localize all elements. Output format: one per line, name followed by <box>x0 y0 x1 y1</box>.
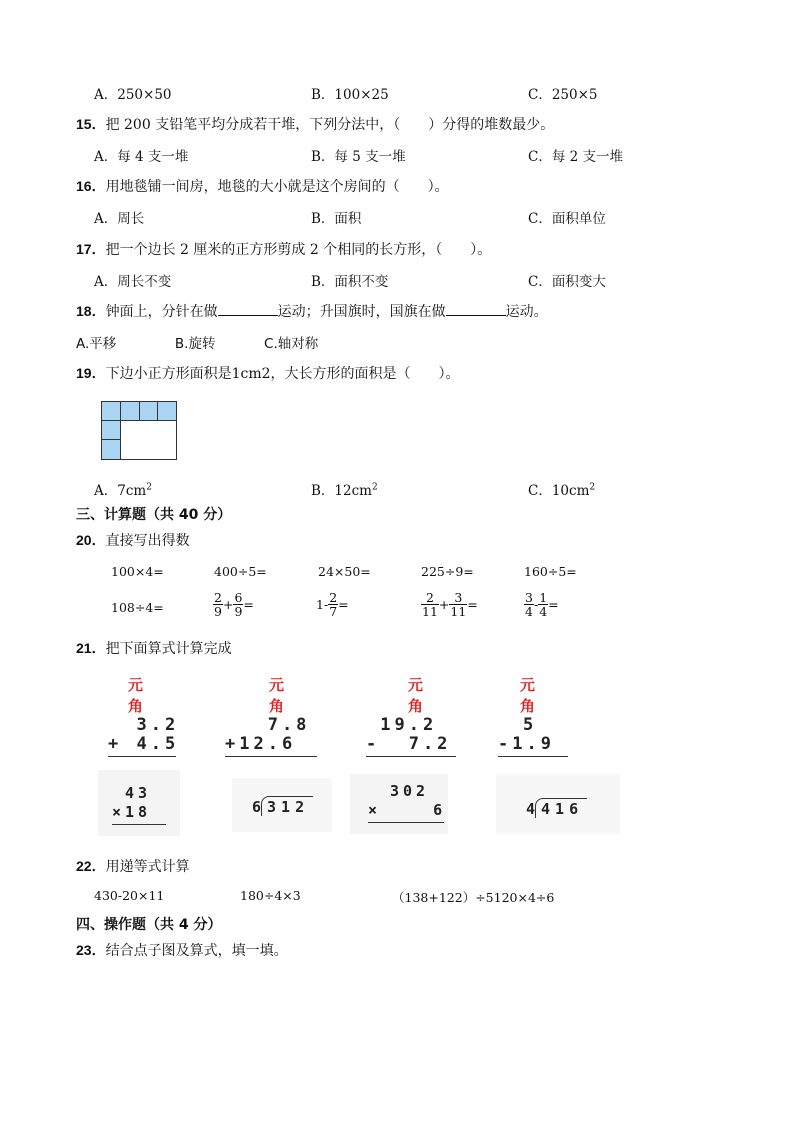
calc-row: + 4.5 <box>108 734 180 754</box>
calc-row: 302 <box>390 782 430 800</box>
q14-option-c: C．250×5 <box>528 87 598 103</box>
question-number: 16． <box>76 178 106 194</box>
calc-row: -1.9 <box>498 734 555 754</box>
calc-row: +12.6 <box>225 734 297 754</box>
calc-body <box>526 798 587 818</box>
question-16 <box>76 176 449 196</box>
answer-blank[interactable] <box>218 303 278 316</box>
question-text: 把一个边长 2 厘米的正方形剪成 2 个相同的长方形，（ ）。 <box>105 242 492 258</box>
section-4-heading: 四、操作题（共 4 分） <box>76 917 222 933</box>
operator: + <box>222 597 234 612</box>
div-calc-312-by-6 <box>232 778 332 832</box>
q18-option-c: C.轴对称 <box>264 336 319 352</box>
denominator: 9 <box>214 604 222 619</box>
result-line <box>366 756 456 757</box>
result-line <box>108 756 176 757</box>
q19-option-b <box>311 479 378 499</box>
result-line <box>498 756 568 757</box>
calc-item: 160÷5= <box>524 564 577 579</box>
numerator: 2 <box>214 590 222 605</box>
calc-row: × 6 <box>368 801 447 819</box>
operand: 1- <box>316 597 329 612</box>
question-number: 20． <box>76 532 106 548</box>
calc-row: 19.2 <box>366 715 438 735</box>
question-number: 23． <box>76 942 106 958</box>
calc-row: ×18 <box>112 803 152 821</box>
option-text: B．12cm <box>311 483 372 499</box>
unit-square <box>140 402 158 421</box>
yuan-jiao-header: 元角 <box>520 676 550 715</box>
question-22 <box>76 856 190 876</box>
unit-square <box>158 402 176 421</box>
fraction <box>421 591 439 618</box>
calc-body <box>112 784 166 825</box>
calc-expression: （138+122）÷5120×4÷6 <box>392 890 555 905</box>
question-text-part3: 运动。 <box>505 304 548 320</box>
equals: = <box>467 597 478 612</box>
fraction <box>538 591 548 618</box>
div-calc-416-by-4 <box>496 774 620 834</box>
q18-option-a: A.平移 <box>76 336 117 352</box>
question-17 <box>76 239 491 259</box>
calc-body <box>368 782 446 823</box>
denominator: 4 <box>525 604 533 619</box>
denominator: 4 <box>539 604 548 619</box>
yuan-jiao-header: 元角 <box>128 676 158 715</box>
calc-row: 43 <box>112 784 152 802</box>
question-text: 直接写出得数 <box>105 533 190 549</box>
question-number: 17． <box>76 241 106 257</box>
calc-row: - 7.2 <box>366 734 452 754</box>
question-text: 把下面算式计算完成 <box>105 641 232 657</box>
denominator: 9 <box>234 604 243 619</box>
calc-item: 24×50= <box>318 564 371 579</box>
option-text: C．10cm <box>528 483 590 499</box>
unit-square <box>102 421 121 440</box>
numerator: 6 <box>234 590 243 605</box>
calc-item: 100×4= <box>111 564 164 579</box>
numerator: 1 <box>539 590 548 605</box>
fraction <box>524 591 534 618</box>
calc-row: 7.8 <box>225 715 311 735</box>
calc-row: 5 <box>523 715 538 735</box>
q17-option-a: A．周长不变 <box>94 274 172 290</box>
result-line <box>112 824 166 825</box>
calc-row: 3.2 <box>108 715 180 735</box>
q16-option-a: A．周长 <box>94 211 145 227</box>
equals: = <box>548 597 559 612</box>
unit-square <box>102 440 121 459</box>
q17-option-b: B．面积不变 <box>311 274 389 290</box>
fraction <box>233 591 243 618</box>
numerator: 2 <box>421 591 439 605</box>
question-19 <box>76 363 460 383</box>
calc-item: 225÷9= <box>421 564 474 579</box>
question-21 <box>76 638 232 658</box>
result-line <box>368 822 444 823</box>
fraction <box>213 591 223 618</box>
q14-option-a: A．250×50 <box>94 87 172 103</box>
question-text: 结合点子图及算式，填一填。 <box>105 943 288 959</box>
money-calc-1 <box>108 674 180 757</box>
divisor: 6 <box>252 798 262 816</box>
calc-expression: 430-20×11 <box>94 888 165 903</box>
superscript: 2 <box>146 482 152 493</box>
calc-item: 400÷5= <box>214 564 267 579</box>
question-text: 下边小正方形面积是1cm2，大长方形的面积是（ ）。 <box>105 366 460 382</box>
question-23 <box>76 940 288 960</box>
q19-option-a <box>94 479 152 499</box>
fraction-expression <box>316 591 349 618</box>
question-text: 用地毯铺一间房，地毯的大小就是这个房间的（ ）。 <box>105 179 449 195</box>
mult-calc-43x18 <box>98 770 180 836</box>
question-18 <box>76 301 548 321</box>
money-calc-3 <box>366 674 456 757</box>
numerator: 2 <box>329 590 338 605</box>
calc-item: 108÷4= <box>111 600 164 615</box>
equals: = <box>338 597 349 612</box>
numerator: 3 <box>449 591 467 605</box>
q18-option-b: B.旋转 <box>174 336 216 352</box>
answer-blank[interactable] <box>446 303 506 316</box>
calc-expression: 180÷4×3 <box>240 888 301 903</box>
question-number: 18． <box>76 303 106 319</box>
divisor: 4 <box>526 800 536 818</box>
denominator: 11 <box>422 604 438 619</box>
q15-option-a: A．每 4 支一堆 <box>94 149 189 165</box>
option-text: A．7cm <box>94 483 147 499</box>
fraction <box>328 591 338 618</box>
question-15 <box>76 114 554 134</box>
money-calc-2 <box>225 674 317 757</box>
question-number: 21． <box>76 640 106 656</box>
result-line <box>225 756 317 757</box>
q16-option-c: C．面积单位 <box>528 211 606 227</box>
operator: - <box>533 597 539 612</box>
money-calc-4 <box>498 674 568 757</box>
q18-options <box>76 332 318 352</box>
dividend: 312 <box>261 796 313 816</box>
q15-option-b: B．每 5 支一堆 <box>311 149 406 165</box>
fraction-expression <box>421 591 478 618</box>
yuan-jiao-header: 元角 <box>269 676 299 715</box>
q14-option-b: B．100×25 <box>311 87 389 103</box>
fraction <box>449 591 467 618</box>
mult-calc-302x6 <box>350 774 448 834</box>
calc-body <box>252 796 313 816</box>
question-text: 用递等式计算 <box>105 859 190 875</box>
question-number: 19． <box>76 365 106 381</box>
question-text-part1: 钟面上，分针在做 <box>105 304 218 320</box>
unit-square <box>121 402 140 421</box>
equals: = <box>243 597 254 612</box>
unit-square <box>102 402 121 421</box>
denominator: 11 <box>450 604 467 619</box>
question-20 <box>76 530 190 550</box>
numerator: 3 <box>525 590 533 605</box>
q19-option-c <box>528 479 595 499</box>
rectangle-grid-figure <box>101 401 177 460</box>
superscript: 2 <box>589 482 596 493</box>
q15-option-c: C．每 2 支一堆 <box>528 149 624 165</box>
question-text: 把 200 支铅笔平均分成若干堆，下列分法中，（ ）分得的堆数最少。 <box>105 117 555 133</box>
yuan-jiao-header: 元角 <box>408 676 438 715</box>
section-3-heading: 三、计算题（共 40 分） <box>76 507 232 523</box>
question-text-part2: 运动；升国旗时，国旗在做 <box>277 304 446 320</box>
question-number: 15． <box>76 116 106 132</box>
q17-option-c: C．面积变大 <box>528 274 606 290</box>
question-number: 22． <box>76 858 106 874</box>
fraction-expression <box>213 591 254 618</box>
denominator: 7 <box>329 604 338 619</box>
superscript: 2 <box>371 482 378 493</box>
fraction-expression <box>524 591 559 618</box>
operator: + <box>438 597 450 612</box>
q16-option-b: B．面积 <box>311 211 362 227</box>
dividend: 416 <box>535 798 587 818</box>
